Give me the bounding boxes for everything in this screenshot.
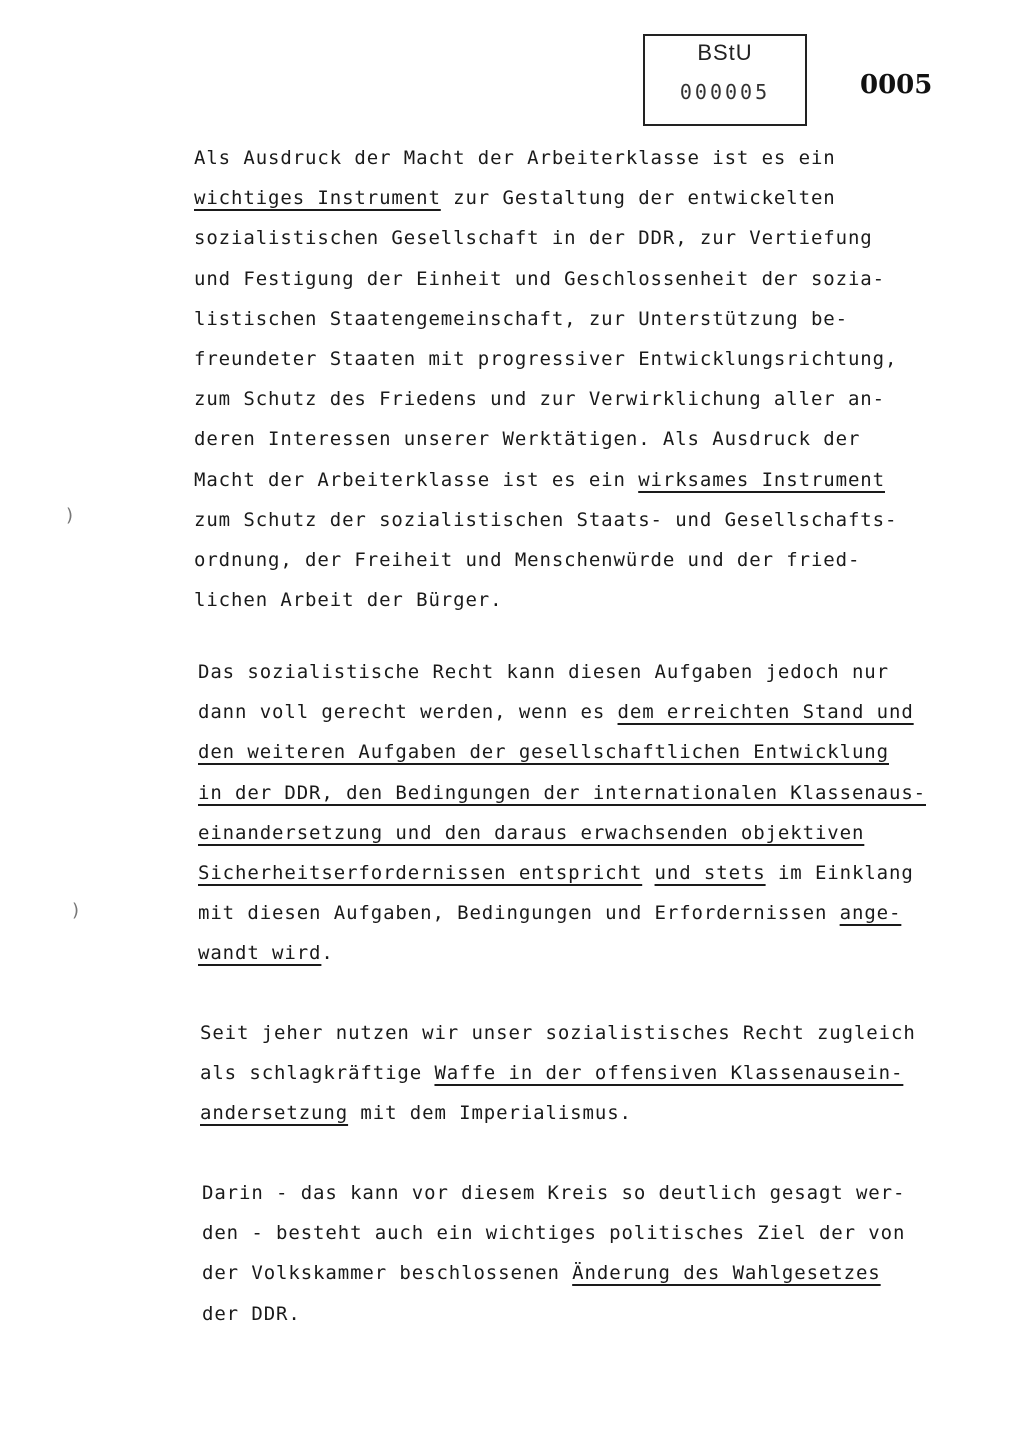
text-line: [198, 660, 889, 684]
text-line: [202, 1221, 905, 1245]
text-line: [198, 700, 914, 724]
text-segment: .: [321, 942, 334, 964]
underlined-text: Sicherheitserfordernissen entspricht: [198, 862, 643, 884]
text-segment: Seit jeher nutzen wir unser sozialistisches Recht zugleich: [200, 1022, 916, 1044]
text-segment: dann voll gerecht werden, wenn es: [198, 701, 618, 723]
text-segment: Als Ausdruck der Macht der Arbeiterklasse ist es ein: [194, 147, 836, 169]
text-line: [194, 508, 897, 532]
underlined-text: dem erreichten Stand und: [617, 701, 914, 723]
text-line: [194, 468, 885, 492]
underlined-text: in der DDR, den Bedingungen der internationalen Klassenaus-: [198, 782, 926, 804]
text-segment: der DDR.: [202, 1303, 301, 1325]
text-segment: zum Schutz des Friedens und zur Verwirklichung aller an-: [194, 388, 885, 410]
text-segment: im Einklang: [765, 862, 914, 884]
text-line: [200, 1061, 903, 1085]
text-segment: freundeter Staaten mit progressiver Entwicklungsrichtung,: [194, 348, 898, 370]
underlined-text: Änderung des Wahlgesetzes: [572, 1262, 881, 1284]
text-segment: mit diesen Aufgaben, Bedingungen und Erfordernissen: [198, 902, 840, 924]
underlined-text: einandersetzung und den daraus erwachsenden objektiven: [198, 822, 865, 844]
text-segment: zur Gestaltung der entwickelten: [440, 187, 836, 209]
stamp-number: 000005: [679, 80, 771, 104]
text-segment: Macht der Arbeiterklasse ist es ein: [194, 469, 639, 491]
underlined-text: und stets: [654, 862, 766, 884]
text-line: [194, 347, 897, 371]
underlined-text: wandt wird: [198, 942, 322, 964]
text-line: [198, 821, 864, 845]
text-line: [198, 861, 914, 885]
text-line: [194, 146, 836, 170]
archive-stamp: [643, 34, 807, 126]
text-line: [198, 740, 889, 764]
text-line: [194, 387, 885, 411]
text-line: [198, 901, 901, 925]
text-line: [194, 267, 885, 291]
text-line: [194, 548, 860, 572]
stamp-title: BStU: [697, 40, 753, 65]
underlined-text: wichtiges Instrument: [194, 187, 441, 209]
text-line: [200, 1021, 916, 1045]
text-line: [194, 588, 502, 612]
underlined-text: Waffe in der offensiven Klassenausein-: [434, 1062, 904, 1084]
underlined-text: wirksames Instrument: [638, 469, 885, 491]
underlined-text: ange-: [839, 902, 902, 924]
text-segment: lichen Arbeit der Bürger.: [194, 589, 503, 611]
text-line: [194, 427, 860, 451]
text-segment: sozialistischen Gesellschaft in der DDR, zur Vertiefung: [194, 227, 873, 249]
text-line: [194, 186, 836, 210]
text-segment: Darin - das kann vor diesem Kreis so deutlich gesagt wer-: [202, 1182, 906, 1204]
text-segment: deren Interessen unserer Werktätigen. Als Ausdruck der: [194, 428, 861, 450]
margin-mark: ): [66, 505, 74, 526]
text-segment: den - besteht auch ein wichtiges politisches Ziel der von: [202, 1222, 906, 1244]
text-line: [202, 1181, 905, 1205]
text-line: [194, 307, 848, 331]
text-line: [198, 941, 334, 965]
text-segment: zum Schutz der sozialistischen Staats- und Gesellschafts-: [194, 509, 898, 531]
underlined-text: andersetzung: [200, 1102, 349, 1124]
text-line: [200, 1101, 632, 1125]
page-number: 0005: [860, 70, 933, 100]
text-segment: ordnung, der Freiheit und Menschenwürde und der fried-: [194, 549, 861, 571]
text-segment: der Volkskammer beschlossenen: [202, 1262, 573, 1284]
text-line: [202, 1302, 301, 1326]
text-line: [194, 226, 873, 250]
margin-mark: ): [72, 900, 80, 921]
text-segment: listischen Staatengemeinschaft, zur Unterstützung be-: [194, 308, 848, 330]
text-segment: mit dem Imperialismus.: [348, 1102, 632, 1124]
text-line: [198, 781, 926, 805]
text-segment: als schlagkräftige: [200, 1062, 435, 1084]
text-line: [202, 1261, 881, 1285]
text-segment: [642, 862, 654, 884]
text-segment: und Festigung der Einheit und Geschlossenheit der sozia-: [194, 268, 885, 290]
underlined-text: den weiteren Aufgaben der gesellschaftlichen Entwicklung: [198, 741, 889, 763]
text-segment: Das sozialistische Recht kann diesen Aufgaben jedoch nur: [198, 661, 889, 683]
